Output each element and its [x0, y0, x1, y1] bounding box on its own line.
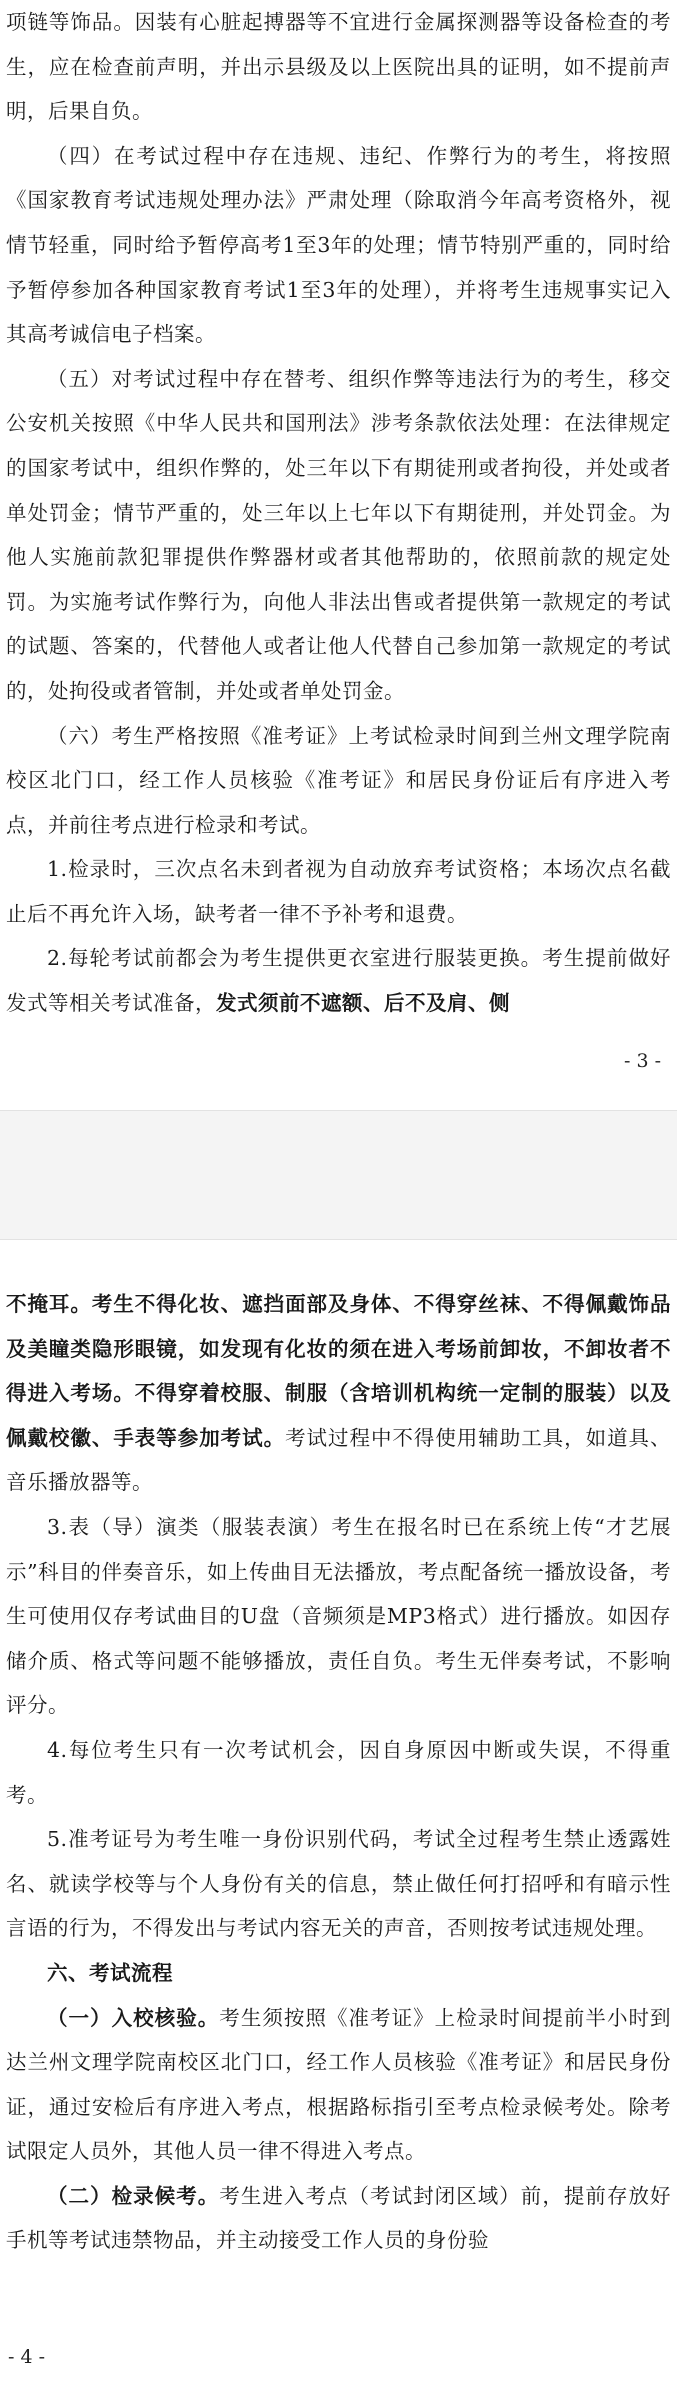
- paragraph: 5.准考证号为考生唯一身份识别代码，考试全过程考生禁止透露姓名、就读学校等与个人身份有关的信息，禁止做任何打招呼和有暗示性言语的行为，不得发出与考试内容无关的声音，否则按考试违规处理。: [6, 1827, 671, 1941]
- paragraph: [6, 936, 671, 1025]
- section-heading: 六、考试流程: [47, 1960, 173, 1985]
- document-page-4: [0, 1240, 677, 2390]
- bold-text: 不掩耳。考生不得化妆、遮挡面部及身体、不得穿丝袜、不得佩戴饰品及美瞳类隐形眼镜，如发现有化妆的须在进入考场前卸妆，不卸妆者不得进入考场。不得穿着校服、制服（含培训机构统一定制的服装）以及佩戴校徽、手表等参加考试。: [6, 1292, 671, 1450]
- page-3-body: [6, 0, 671, 1026]
- paragraph-text: 2.每轮考试前都会为考生提供更衣室进行服装更换。考生提前做好发式等相关考试准备，: [6, 946, 671, 1016]
- paragraph: （四）在考试过程中存在违规、违纪、作弊行为的考生，将按照《国家教育考试违规处理办法》严肃处理（除取消今年高考资格外，视情节轻重，同时给予暂停高考1至3年的处理；情节特别严重的，同时给予暂停参加各种国家教育考试1至3年的处理），并将考生违规事实记入其高考诚信电子档案。: [6, 143, 671, 347]
- paragraph-text: 考生进入考点（考试封闭区域）前，提前存放好手机等考试违禁物品，并主动接受工作人员的身份验: [6, 2183, 672, 2253]
- page-number: - 3 -: [623, 1050, 661, 1072]
- paragraph: [6, 2174, 671, 2263]
- paragraph: 1.检录时，三次点名未到者视为自动放弃考试资格；本场次点名截止后不再允许入场，缺考者一律不予补考和退费。: [6, 857, 671, 926]
- paragraph: （五）对考试过程中存在替考、组织作弊等违法行为的考生，移交公安机关按照《中华人民共和国刑法》涉考条款依法处理：在法律规定的国家考试中，组织作弊的，处三年以下有期徒刑或者拘役，并处或者单处罚金；情节严重的，处三年以上七年以下有期徒刑，并处罚金。为他人实施前款犯罪提供作弊器材或者其他帮助的，依照前款的规定处罚。为实施考试作弊行为，向他人非法出售或者提供第一款规定的考试的试题、答案的，代替他人或者让他人代替自己参加第一款规定的考试的，处拘役或者管制，并处或者单处罚金。: [6, 366, 671, 703]
- paragraph: 项链等饰品。因装有心脏起搏器等不宜进行金属探测器等设备检查的考生，应在检查前声明，并出示县级及以上医院出具的证明，如不提前声明，后果自负。: [6, 10, 671, 124]
- paragraph-text: 考试过程中不得使用辅助工具，如道具、音乐播放器等。: [6, 1425, 672, 1495]
- document-page-3: [0, 0, 677, 1110]
- page-separator: [0, 1110, 677, 1240]
- subheading: （一）入校核验。: [47, 2005, 220, 2030]
- paragraph: [6, 1996, 671, 2174]
- bold-text: 发式须前不遮额、后不及肩、侧: [216, 991, 510, 1016]
- paragraph: 4.每位考生只有一次考试机会，因自身原因中断或失误，不得重考。: [6, 1737, 671, 1807]
- paragraph: （六）考生严格按照《准考证》上考试检录时间到兰州文理学院南校区北门口，经工作人员核验《准考证》和居民身份证后有序进入考点，并前往考点进行检录和考试。: [6, 723, 671, 837]
- page-4-body: [6, 1282, 671, 2263]
- subheading: （二）检录候考。: [47, 2183, 220, 2208]
- page-number: - 4 -: [8, 2346, 46, 2368]
- paragraph-text: 考生须按照《准考证》上检录时间提前半小时到达兰州文理学院南校区北门口，经工作人员核验《准考证》和居民身份证，通过安检后有序进入考点，根据路标指引至考点检录候考处。除考试限定人员外，其他人员一律不得进入考点。: [6, 2005, 672, 2164]
- paragraph: [6, 1282, 671, 1505]
- paragraph: 3.表（导）演类（服装表演）考生在报名时已在系统上传“才艺展示”科目的伴奏音乐，如上传曲目无法播放，考点配备统一播放设备，考生可使用仅存考试曲目的U盘（音频须是MP3格式）进行播放。如因存储介质、格式等问题不能够播放，责任自负。考生无伴奏考试，不影响评分。: [6, 1514, 671, 1718]
